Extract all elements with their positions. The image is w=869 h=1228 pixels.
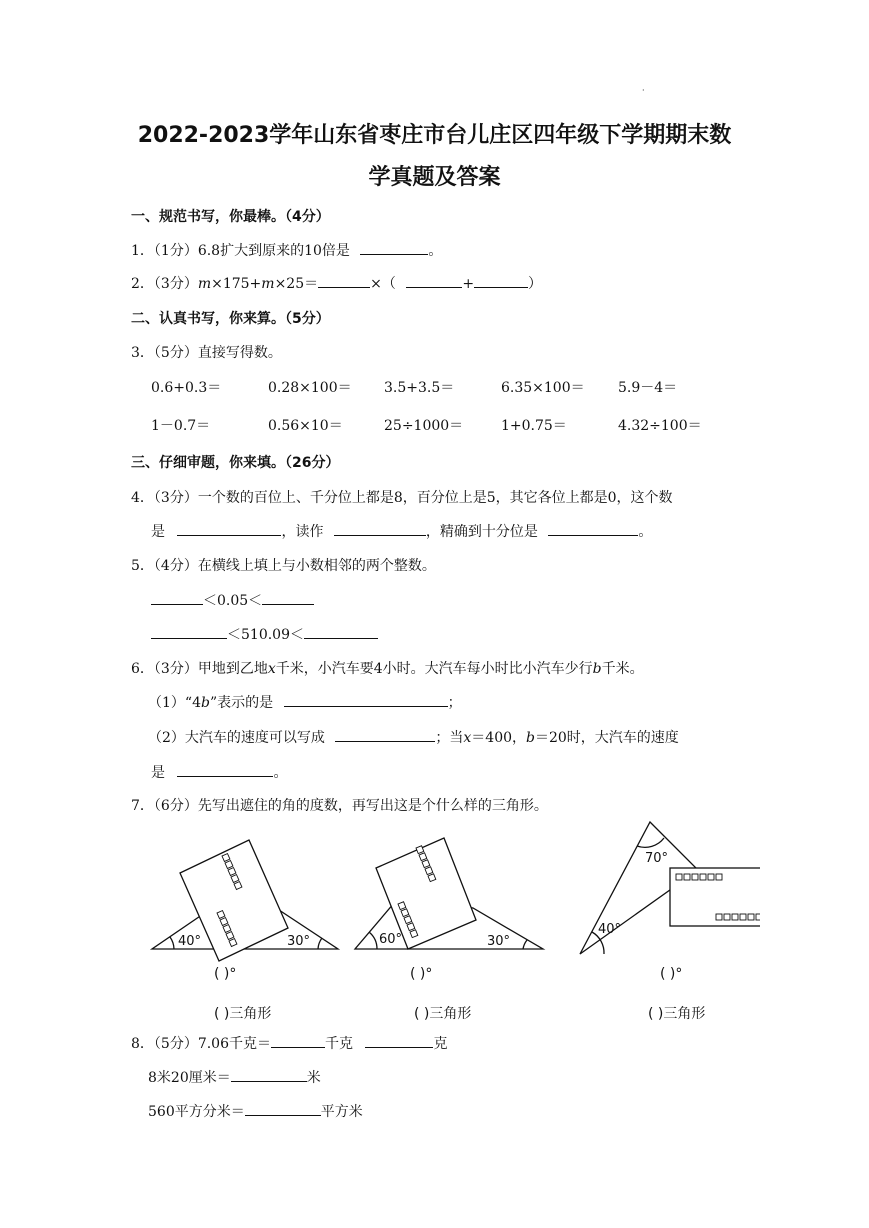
- q5-inequality-2: ＜510.09＜: [227, 627, 304, 643]
- question-6-part2-cont: [151, 762, 287, 782]
- var-x: x: [463, 730, 472, 746]
- question-6-part2: [148, 727, 679, 747]
- q4-part-b: ，读作: [281, 524, 324, 540]
- q6-mid: 千米，小汽车要4小时。大汽车每小时比小汽车少行: [275, 661, 593, 677]
- question-2: [131, 273, 542, 293]
- q8-l2b: 米: [306, 1070, 321, 1086]
- page-title: 2022-2023学年山东省枣庄市台儿庄区四年级下学期期末数: [137, 123, 732, 148]
- var-x: x: [267, 661, 276, 677]
- question-2-close: ）: [528, 276, 543, 292]
- question-5-text: 5．（4分）在横线上填上与小数相邻的两个整数。: [131, 558, 436, 574]
- answer-blank[interactable]: [360, 240, 428, 255]
- angle-label: 30°: [287, 934, 311, 949]
- angle-label: 30°: [487, 934, 511, 949]
- calc-item: 0.6+0.3＝: [151, 380, 222, 396]
- triangle-type-answer-2[interactable]: ( )三角形: [414, 1006, 472, 1022]
- var-b: b: [592, 661, 602, 677]
- calc-item: 4.32÷100＝: [618, 418, 702, 434]
- section-heading-1: 一、规范书写，你最棒。（4分）: [131, 209, 330, 225]
- q6-p2b: ；当: [435, 730, 464, 746]
- question-1: [131, 240, 442, 260]
- question-7-text: 7．（6分）先写出遮住的角的度数，再写出这是个什么样的三角形。: [131, 798, 548, 814]
- answer-blank[interactable]: [262, 590, 314, 605]
- question-8-line2: [148, 1067, 321, 1087]
- var-b: b: [526, 730, 535, 746]
- question-3-text: 3．（5分）直接写得数。: [131, 345, 282, 361]
- q6-p2a: （2）大汽车的速度可以写成: [148, 730, 325, 746]
- answer-blank[interactable]: [474, 273, 528, 288]
- triangle-type-answer-1[interactable]: ( )三角形: [214, 1006, 272, 1022]
- var-b: b: [200, 695, 210, 711]
- calc-item: 5.9－4＝: [618, 380, 678, 396]
- q8-l3a: 560平方分米＝: [148, 1104, 245, 1120]
- angle-answer-2[interactable]: ( )°: [410, 966, 433, 982]
- calc-item: 3.5+3.5＝: [384, 380, 455, 396]
- answer-blank[interactable]: [151, 624, 227, 639]
- question-8-line1: [131, 1033, 447, 1053]
- angle-answer-3[interactable]: ( )°: [660, 966, 683, 982]
- section-heading-2: 二、认真书写，你来算。（5分）: [131, 311, 330, 327]
- question-6-text: [131, 658, 644, 678]
- question-6-part1: [148, 692, 462, 712]
- q8-l3b: 平方米: [320, 1104, 363, 1120]
- calc-item: 1+0.75＝: [501, 418, 567, 434]
- answer-blank[interactable]: [177, 521, 281, 536]
- calc-item: 25÷1000＝: [384, 418, 464, 434]
- answer-blank[interactable]: [304, 624, 378, 639]
- q8-l1c: 克: [433, 1036, 448, 1052]
- question-2-term1: ×175+: [211, 276, 262, 292]
- calc-item: 1－0.7＝: [151, 418, 211, 434]
- q6-p1c: ”表示的是: [209, 695, 274, 711]
- var-m: m: [197, 276, 212, 292]
- q6-p1-end: ；: [447, 695, 462, 711]
- answer-blank[interactable]: [334, 521, 426, 536]
- triangle-figures: [140, 816, 760, 966]
- q6-p1a: （1）“4: [148, 695, 201, 711]
- angle-label: 40°: [598, 922, 622, 937]
- angle-label: 40°: [178, 934, 202, 949]
- answer-blank[interactable]: [245, 1101, 321, 1116]
- question-2-times: ×（: [370, 276, 396, 292]
- question-4-line1: 4．（3分）一个数的百位上、千分位上都是8，百分位上是5，其它各位上都是0，这个数: [131, 490, 673, 506]
- q6-p3: 是: [151, 765, 165, 781]
- question-5-row2: [151, 624, 378, 644]
- question-2-plus: +: [462, 276, 475, 292]
- q6-p2c: ＝400，: [471, 730, 527, 746]
- answer-blank[interactable]: [318, 273, 370, 288]
- q4-end: 。: [638, 524, 653, 540]
- cover-card-3: [670, 868, 760, 926]
- question-1-text: 1．（1分）6.8扩大到原来的10倍是: [131, 243, 350, 259]
- q8-l1b: 千克: [325, 1036, 353, 1052]
- question-1-end: 。: [428, 243, 443, 259]
- answer-blank[interactable]: [284, 692, 448, 707]
- section-heading-3: 三、仔细审题，你来填。（26分）: [131, 455, 340, 471]
- question-2-prefix: 2．（3分）: [131, 276, 198, 292]
- answer-blank[interactable]: [548, 521, 638, 536]
- question-4-line2: [151, 521, 652, 541]
- q6-p2d: ＝20时，大汽车的速度: [534, 730, 679, 746]
- q6-post: 千米。: [601, 661, 644, 677]
- var-m: m: [261, 276, 275, 292]
- answer-blank[interactable]: [335, 727, 435, 742]
- page-dot: ·: [642, 86, 645, 95]
- answer-blank[interactable]: [231, 1067, 307, 1082]
- q4-part-a: 是: [151, 524, 165, 540]
- calc-item: 0.28×100＝: [268, 380, 352, 396]
- question-5-row1: [151, 590, 314, 610]
- q6-pre: 6．（3分）甲地到乙地: [131, 661, 268, 677]
- angle-label: 70°: [645, 851, 669, 866]
- question-8-line3: [148, 1101, 363, 1121]
- q4-part-c: ，精确到十分位是: [425, 524, 538, 540]
- q6-p3-end: 。: [273, 765, 288, 781]
- answer-blank[interactable]: [177, 762, 273, 777]
- q8-l2a: 8米20厘米＝: [148, 1070, 231, 1086]
- angle-label: 60°: [379, 932, 403, 947]
- page-title-continued: 学真题及答案: [368, 165, 501, 190]
- q5-inequality-1: ＜0.05＜: [203, 593, 263, 609]
- q8-l1a: 8．（5分）7.06千克＝: [131, 1036, 271, 1052]
- answer-blank[interactable]: [365, 1033, 433, 1048]
- angle-answer-1[interactable]: ( )°: [214, 966, 237, 982]
- answer-blank[interactable]: [271, 1033, 325, 1048]
- calc-item: 6.35×100＝: [501, 380, 585, 396]
- calc-item: 0.56×10＝: [268, 418, 343, 434]
- answer-blank[interactable]: [151, 590, 203, 605]
- question-2-term2: ×25＝: [274, 276, 319, 292]
- answer-blank[interactable]: [406, 273, 462, 288]
- triangle-type-answer-3[interactable]: ( )三角形: [648, 1006, 706, 1022]
